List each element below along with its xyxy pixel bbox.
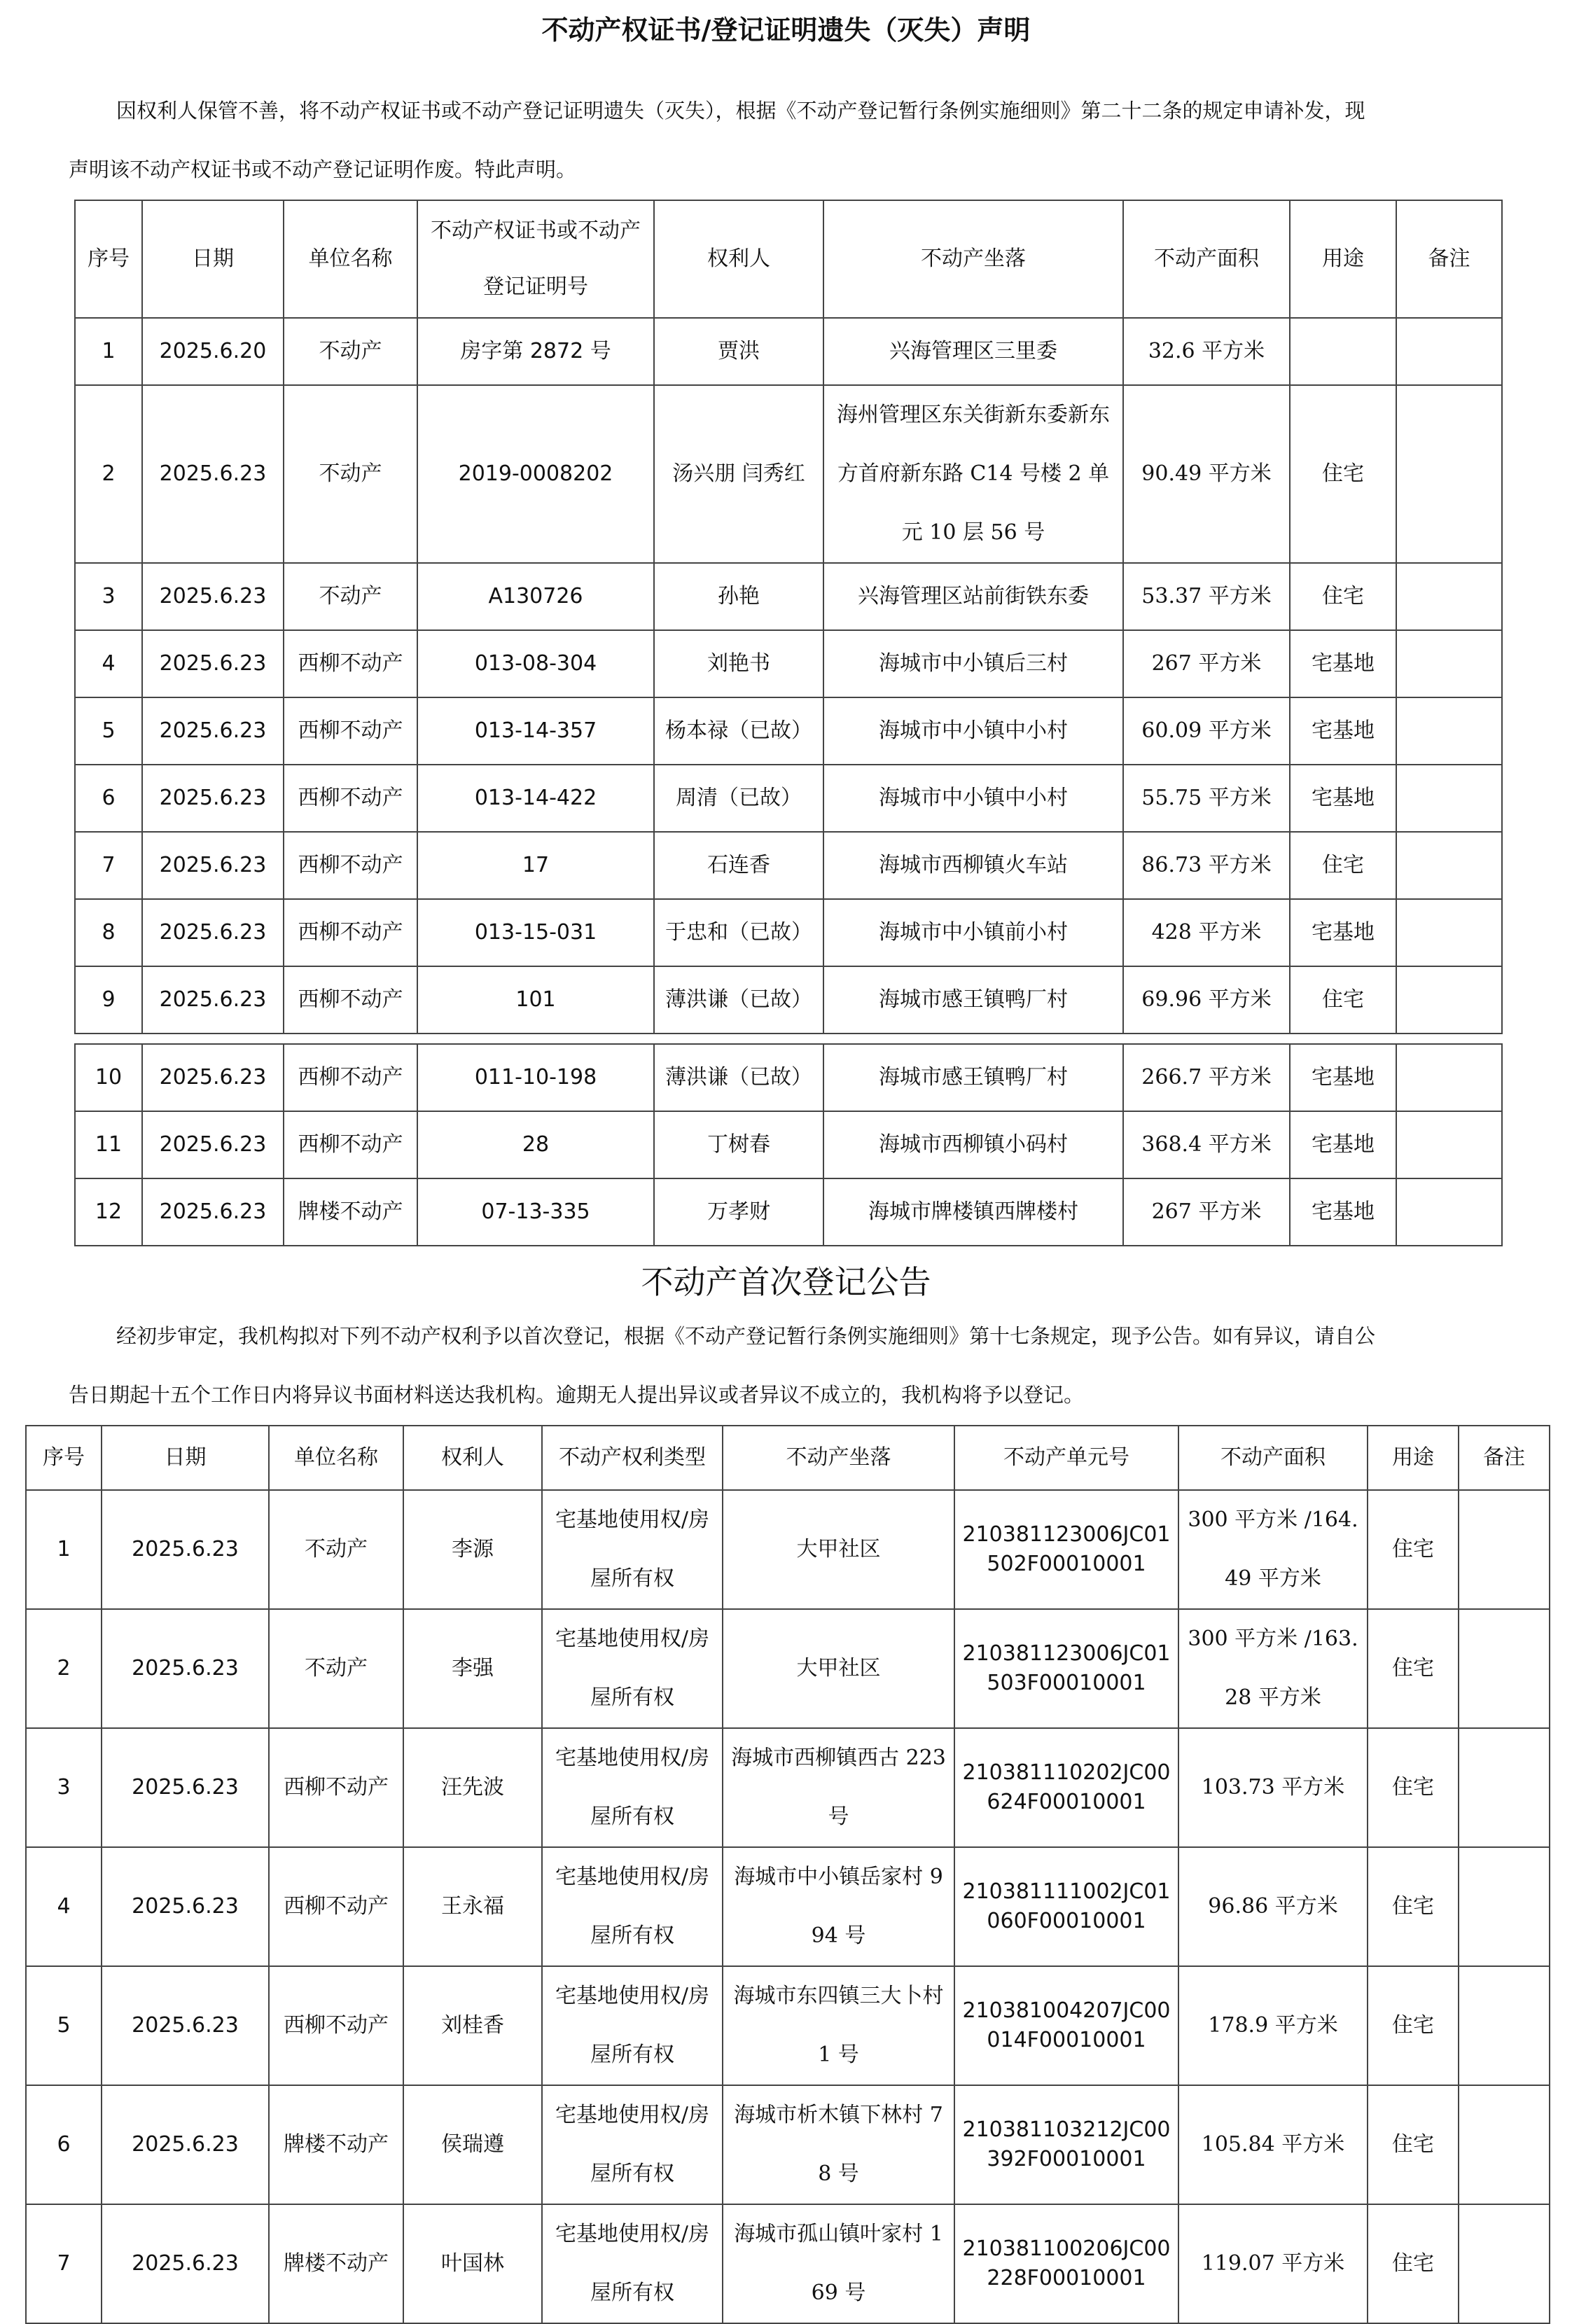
cell-unit: 牌楼不动产 [269,2204,403,2323]
cell-loc: 海城市西柳镇西古 223 号 [723,1728,954,1847]
table-row [26,2204,1550,2323]
table-row [26,1966,1550,2085]
cell-no: 3 [26,1728,102,1847]
cell-loc: 海城市西柳镇小码村 [823,1111,1123,1178]
cell-type: 宅基地使用权/房屋所有权 [542,1966,723,2085]
table-row [75,385,1502,563]
cell-owner: 汪先波 [403,1728,542,1847]
cell-loc: 海城市孤山镇叶家村 169 号 [723,2204,954,2323]
cell-note [1396,697,1502,765]
table-row [26,1609,1550,1728]
cell-no: 1 [26,1490,102,1609]
cell-date: 2025.6.23 [142,899,284,966]
cell-note [1396,899,1502,966]
cell-unit: 不动产 [269,1609,403,1728]
cell-date: 2025.6.23 [102,1490,269,1609]
cell-area: 103.73 平方米 [1178,1728,1368,1847]
cell-cert: 28 [417,1111,654,1178]
cell-unit: 西柳不动产 [284,899,417,966]
column-header: 用途 [1368,1426,1459,1490]
cell-owner: 薄洪谦（已故） [654,1044,823,1111]
table-row [26,1728,1550,1847]
cell-cert: 013-08-304 [417,630,654,697]
column-header: 权利人 [403,1426,542,1490]
notice1-paragraph-line1: 因权利人保管不善，将不动产权证书或不动产登记证明遗失（灭失），根据《不动产登记暂行条例实施细则》第二十二条的规定申请补发，现 [116,99,1365,123]
cell-cert: 2019-0008202 [417,385,654,563]
cell-unitno: 210381123006JC01503F00010001 [954,1609,1178,1728]
column-header: 不动产权证书或不动产登记证明号 [417,200,654,318]
cell-owner: 李强 [403,1609,542,1728]
cell-loc: 大甲社区 [723,1609,954,1728]
cell-loc: 海城市中小镇中小村 [823,765,1123,832]
cell-loc: 海城市中小镇后三村 [823,630,1123,697]
cell-note [1396,765,1502,832]
cell-no: 9 [75,966,142,1034]
column-header: 不动产坐落 [823,200,1123,318]
cell-use: 住宅 [1368,1490,1459,1609]
cell-cert: A130726 [417,563,654,630]
cell-unit: 西柳不动产 [284,697,417,765]
cell-note [1396,385,1502,563]
cell-no: 7 [75,832,142,899]
cell-date: 2025.6.23 [142,1044,284,1111]
cell-unit: 牌楼不动产 [269,2085,403,2204]
cell-unitno: 210381111002JC01060F00010001 [954,1847,1178,1966]
cell-unit: 西柳不动产 [269,1728,403,1847]
table-row [75,1111,1502,1178]
cell-area: 368.4 平方米 [1123,1111,1290,1178]
cell-no: 4 [75,630,142,697]
column-header: 日期 [142,200,284,318]
cell-area: 178.9 平方米 [1178,1966,1368,2085]
cell-no: 7 [26,2204,102,2323]
cell-unit: 西柳不动产 [284,765,417,832]
cell-cert: 07-13-335 [417,1178,654,1246]
cell-loc: 海城市感王镇鸭厂村 [823,1044,1123,1111]
cell-area: 300 平方米 /163.28 平方米 [1178,1609,1368,1728]
column-header: 序号 [26,1426,102,1490]
cell-no: 1 [75,318,142,385]
cell-use: 住宅 [1290,385,1396,563]
table-row [26,1847,1550,1966]
cell-date: 2025.6.23 [102,2204,269,2323]
column-header: 不动产坐落 [723,1426,954,1490]
cell-note [1459,1490,1550,1609]
cell-note [1459,1728,1550,1847]
cell-cert: 101 [417,966,654,1034]
cell-loc: 海城市中小镇中小村 [823,697,1123,765]
cell-note [1459,1609,1550,1728]
cell-owner: 王永福 [403,1847,542,1966]
cell-unit: 西柳不动产 [284,630,417,697]
cell-date: 2025.6.23 [142,765,284,832]
cell-owner: 丁树春 [654,1111,823,1178]
cell-area: 86.73 平方米 [1123,832,1290,899]
cell-unit: 西柳不动产 [284,832,417,899]
notice1-table [74,200,1503,1034]
table-row [75,318,1502,385]
cell-date: 2025.6.23 [142,1111,284,1178]
cell-loc: 海城市中小镇前小村 [823,899,1123,966]
cell-loc: 海城市牌楼镇西牌楼村 [823,1178,1123,1246]
cell-owner: 薄洪谦（已故） [654,966,823,1034]
cell-note [1396,1178,1502,1246]
cell-unit: 牌楼不动产 [284,1178,417,1246]
cell-owner: 孙艳 [654,563,823,630]
cell-date: 2025.6.23 [102,2085,269,2204]
cell-unit: 不动产 [269,1490,403,1609]
table-row [75,765,1502,832]
cell-owner: 叶国林 [403,2204,542,2323]
cell-area: 32.6 平方米 [1123,318,1290,385]
cell-unitno: 210381123006JC01502F00010001 [954,1490,1178,1609]
cell-cert: 011-10-198 [417,1044,654,1111]
cell-loc: 海城市西柳镇火车站 [823,832,1123,899]
notice1-table-continued [74,1043,1503,1246]
cell-owner: 汤兴朋 闫秀红 [654,385,823,563]
cell-use: 住宅 [1290,563,1396,630]
cell-area: 105.84 平方米 [1178,2085,1368,2204]
cell-date: 2025.6.23 [142,385,284,563]
cell-loc: 大甲社区 [723,1490,954,1609]
cell-use [1290,318,1396,385]
cell-owner: 于忠和（已故） [654,899,823,966]
cell-use: 住宅 [1290,966,1396,1034]
table-row [75,832,1502,899]
cell-unit: 西柳不动产 [284,1044,417,1111]
cell-no: 5 [75,697,142,765]
cell-note [1396,966,1502,1034]
cell-no: 5 [26,1966,102,2085]
cell-date: 2025.6.23 [142,697,284,765]
cell-unit: 不动产 [284,385,417,563]
cell-owner: 刘艳书 [654,630,823,697]
cell-note [1396,1111,1502,1178]
cell-area: 60.09 平方米 [1123,697,1290,765]
cell-no: 10 [75,1044,142,1111]
cell-date: 2025.6.23 [142,630,284,697]
column-header: 不动产单元号 [954,1426,1178,1490]
cell-use: 宅基地 [1290,1111,1396,1178]
cell-note [1396,318,1502,385]
cell-note [1396,563,1502,630]
cell-area: 53.37 平方米 [1123,563,1290,630]
cell-unit: 西柳不动产 [284,1111,417,1178]
cell-date: 2025.6.23 [102,1609,269,1728]
cell-area: 90.49 平方米 [1123,385,1290,563]
cell-area: 428 平方米 [1123,899,1290,966]
column-header: 日期 [102,1426,269,1490]
cell-note [1459,2204,1550,2323]
cell-type: 宅基地使用权/房屋所有权 [542,1609,723,1728]
cell-no: 11 [75,1111,142,1178]
cell-use: 宅基地 [1290,765,1396,832]
cell-owner: 贾洪 [654,318,823,385]
cell-type: 宅基地使用权/房屋所有权 [542,2204,723,2323]
cell-loc: 海州管理区东关街新东委新东方首府新东路 C14 号楼 2 单元 10 层 56 号 [823,385,1123,563]
cell-unitno: 210381004207JC00014F00010001 [954,1966,1178,2085]
cell-area: 266.7 平方米 [1123,1044,1290,1111]
cell-use: 住宅 [1368,1847,1459,1966]
cell-type: 宅基地使用权/房屋所有权 [542,2085,723,2204]
cell-owner: 杨本禄（已故） [654,697,823,765]
cell-no: 6 [75,765,142,832]
cell-no: 4 [26,1847,102,1966]
notice2-paragraph-line1: 经初步审定，我机构拟对下列不动产权利予以首次登记，根据《不动产登记暂行条例实施细则》第十七条规定，现予公告。如有异议，请自公 [116,1324,1376,1348]
cell-note [1459,1847,1550,1966]
notice1-title: 不动产权证书/登记证明遗失（灭失）声明 [541,15,1031,46]
cell-owner: 侯瑞遵 [403,2085,542,2204]
cell-area: 96.86 平方米 [1178,1847,1368,1966]
column-header: 权利人 [654,200,823,318]
cell-area: 119.07 平方米 [1178,2204,1368,2323]
column-header: 不动产面积 [1178,1426,1368,1490]
table-row [75,630,1502,697]
cell-use: 宅基地 [1290,697,1396,765]
cell-unit: 不动产 [284,563,417,630]
table-row [26,2085,1550,2204]
cell-date: 2025.6.23 [102,1728,269,1847]
column-header: 备注 [1396,200,1502,318]
cell-cert: 013-15-031 [417,899,654,966]
cell-use: 住宅 [1368,1966,1459,2085]
notice2-table [25,1425,1550,2324]
cell-cert: 013-14-357 [417,697,654,765]
cell-no: 3 [75,563,142,630]
cell-loc: 海城市东四镇三大卜村 1 号 [723,1966,954,2085]
column-header: 不动产权利类型 [542,1426,723,1490]
cell-unit: 不动产 [284,318,417,385]
cell-date: 2025.6.23 [142,832,284,899]
cell-loc: 兴海管理区三里委 [823,318,1123,385]
cell-owner: 刘桂香 [403,1966,542,2085]
cell-owner: 万孝财 [654,1178,823,1246]
cell-no: 8 [75,899,142,966]
cell-area: 267 平方米 [1123,630,1290,697]
cell-cert: 17 [417,832,654,899]
cell-use: 住宅 [1368,2085,1459,2204]
cell-unit: 西柳不动产 [269,1847,403,1966]
cell-note [1396,1044,1502,1111]
cell-use: 住宅 [1368,1609,1459,1728]
cell-date: 2025.6.23 [142,1178,284,1246]
cell-loc: 海城市中小镇岳家村 994 号 [723,1847,954,1966]
cell-unitno: 210381103212JC00392F00010001 [954,2085,1178,2204]
cell-use: 住宅 [1290,832,1396,899]
column-header: 单位名称 [269,1426,403,1490]
cell-owner: 石连香 [654,832,823,899]
cell-date: 2025.6.23 [102,1847,269,1966]
cell-loc: 兴海管理区站前街铁东委 [823,563,1123,630]
cell-unitno: 210381100206JC00228F00010001 [954,2204,1178,2323]
table-row [75,563,1502,630]
notice2-paragraph [69,1307,1532,1424]
table-header-row [26,1426,1550,1490]
cell-type: 宅基地使用权/房屋所有权 [542,1728,723,1847]
cell-use: 宅基地 [1290,1178,1396,1246]
cell-type: 宅基地使用权/房屋所有权 [542,1490,723,1609]
cell-date: 2025.6.23 [142,966,284,1034]
cell-unit: 西柳不动产 [284,966,417,1034]
cell-use: 宅基地 [1290,630,1396,697]
cell-area: 300 平方米 /164.49 平方米 [1178,1490,1368,1609]
cell-owner: 李源 [403,1490,542,1609]
table-row [26,1490,1550,1609]
cell-area: 55.75 平方米 [1123,765,1290,832]
cell-no: 2 [75,385,142,563]
cell-type: 宅基地使用权/房屋所有权 [542,1847,723,1966]
notice2-paragraph-line2: 告日期起十五个工作日内将异议书面材料送达我机构。逾期无人提出异议或者异议不成立的，我机构将予以登记。 [69,1383,1085,1407]
cell-no: 12 [75,1178,142,1246]
cell-date: 2025.6.23 [102,1966,269,2085]
cell-unit: 西柳不动产 [269,1966,403,2085]
cell-note [1459,1966,1550,2085]
notice1-paragraph-line2: 声明该不动产权证书或不动产登记证明作废。特此声明。 [69,158,577,181]
notice2-title: 不动产首次登记公告 [641,1263,931,1301]
column-header: 序号 [75,200,142,318]
notice1-paragraph [69,81,1511,199]
cell-area: 69.96 平方米 [1123,966,1290,1034]
cell-note [1459,2085,1550,2204]
cell-unitno: 210381110202JC00624F00010001 [954,1728,1178,1847]
cell-no: 2 [26,1609,102,1728]
cell-loc: 海城市析木镇下林村 78 号 [723,2085,954,2204]
cell-note [1396,832,1502,899]
column-header: 单位名称 [284,200,417,318]
cell-owner: 周清（已故） [654,765,823,832]
cell-use: 住宅 [1368,2204,1459,2323]
column-header: 不动产面积 [1123,200,1290,318]
column-header: 备注 [1459,1426,1550,1490]
cell-use: 宅基地 [1290,899,1396,966]
table-row [75,1178,1502,1246]
table-row [75,697,1502,765]
cell-note [1396,630,1502,697]
table-row [75,966,1502,1034]
column-header: 用途 [1290,200,1396,318]
cell-cert: 013-14-422 [417,765,654,832]
cell-area: 267 平方米 [1123,1178,1290,1246]
cell-cert: 房字第 2872 号 [417,318,654,385]
cell-use: 宅基地 [1290,1044,1396,1111]
cell-no: 6 [26,2085,102,2204]
table-row [75,899,1502,966]
table-row [75,1044,1502,1111]
cell-use: 住宅 [1368,1728,1459,1847]
cell-date: 2025.6.20 [142,318,284,385]
cell-loc: 海城市感王镇鸭厂村 [823,966,1123,1034]
cell-date: 2025.6.23 [142,563,284,630]
table-header-row [75,200,1502,318]
